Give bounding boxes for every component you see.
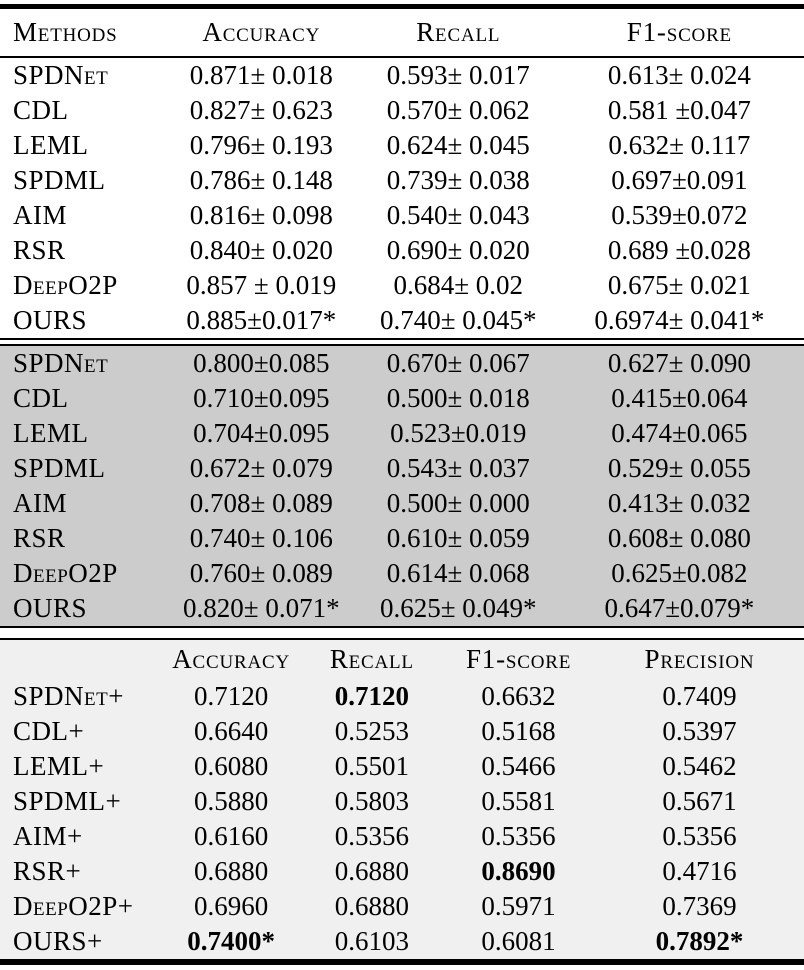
f1-value: 0.5466 <box>481 751 556 781</box>
table1-header-row <box>0 9 804 57</box>
precision-value: 0.5671 <box>662 786 737 816</box>
table-row-aim-plus <box>0 819 804 854</box>
table-row-ours <box>0 591 804 626</box>
recall-value: 0.7120 <box>334 681 409 711</box>
f1-value: 0.6081 <box>481 926 556 956</box>
f1-value: 0.625±0.082 <box>611 558 748 588</box>
f1-value: 0.5971 <box>481 891 556 921</box>
recall-value: 0.5356 <box>334 821 409 851</box>
f1-value: 0.8690 <box>481 856 556 886</box>
recall-value: 0.740± 0.045* <box>379 305 537 335</box>
method-name: AIM <box>13 200 67 230</box>
f1-value: 0.647±0.079* <box>604 593 755 623</box>
method-name: DeepO2P+ <box>13 891 134 921</box>
method-name: RSR <box>13 523 66 553</box>
recall-value: 0.614± 0.068 <box>386 558 530 588</box>
method-name: SPDML <box>13 453 106 483</box>
precision-value: 0.7892* <box>655 926 744 956</box>
f1-value: 0.6632 <box>481 681 556 711</box>
method-name: CDL+ <box>13 716 85 746</box>
precision-value: 0.7409 <box>662 681 737 711</box>
accuracy-value: 0.7120 <box>194 681 269 711</box>
recall-value: 0.739± 0.038 <box>386 165 530 195</box>
table-row-leml-plus <box>0 749 804 784</box>
f1-value: 0.632± 0.117 <box>608 130 751 160</box>
accuracy-value: 0.816± 0.098 <box>189 200 333 230</box>
recall-value: 0.6880 <box>334 891 409 921</box>
table-row-leml <box>0 128 804 163</box>
table-row-cdl <box>0 93 804 128</box>
f1-value: 0.581 ±0.047 <box>607 95 751 125</box>
recall-value: 0.6103 <box>334 926 409 956</box>
accuracy-value: 0.6960 <box>194 891 269 921</box>
recall-value: 0.690± 0.020 <box>386 235 530 265</box>
method-name: SPDML <box>13 165 106 195</box>
results-table-plus-variants <box>0 640 804 959</box>
method-name: OURS+ <box>13 926 103 956</box>
accuracy-value: 0.786± 0.148 <box>189 165 333 195</box>
precision-value: 0.7369 <box>662 891 737 921</box>
col-header-precision: Precision <box>644 644 755 674</box>
f1-value: 0.529± 0.055 <box>607 453 751 483</box>
table-row-spdnet <box>0 57 804 93</box>
col-header-recall: Recall <box>362 9 555 57</box>
col-header-empty <box>0 640 161 679</box>
f1-value: 0.627± 0.090 <box>607 348 751 378</box>
table-row-aim <box>0 198 804 233</box>
col-header-recall: Recall <box>329 644 414 674</box>
table-row-rsr-plus <box>0 854 804 889</box>
table-row-spdml <box>0 163 804 198</box>
recall-value: 0.500± 0.000 <box>386 488 530 518</box>
accuracy-value: 0.6640 <box>194 716 269 746</box>
accuracy-value: 0.6160 <box>194 821 269 851</box>
table-row-rsr <box>0 521 804 556</box>
table-row-ours <box>0 303 804 338</box>
recall-value: 0.6880 <box>334 856 409 886</box>
table-row-spdnet <box>0 346 804 381</box>
table-row-aim <box>0 486 804 521</box>
f1-value: 0.5168 <box>481 716 556 746</box>
method-name: RSR+ <box>13 856 82 886</box>
table-row-leml <box>0 416 804 451</box>
recall-value: 0.670± 0.067 <box>386 348 530 378</box>
method-name: SPDNet <box>13 60 109 90</box>
recall-value: 0.570± 0.062 <box>386 95 530 125</box>
table-row-deepo2p <box>0 268 804 303</box>
accuracy-value: 0.796± 0.193 <box>189 130 333 160</box>
recall-value: 0.625± 0.049* <box>379 593 537 623</box>
recall-value: 0.684± 0.02 <box>393 270 524 300</box>
double-rule-separator-2 <box>0 626 804 640</box>
accuracy-value: 0.708± 0.089 <box>189 488 333 518</box>
accuracy-value: 0.800±0.085 <box>193 348 330 378</box>
results-table-phase2 <box>0 346 804 626</box>
accuracy-value: 0.6080 <box>194 751 269 781</box>
table-row-cdl-plus <box>0 714 804 749</box>
accuracy-value: 0.857 ± 0.019 <box>186 270 337 300</box>
table-row-cdl <box>0 381 804 416</box>
method-name: RSR <box>13 235 66 265</box>
accuracy-value: 0.5880 <box>194 786 269 816</box>
table-row-spdnet-plus <box>0 679 804 714</box>
precision-value: 0.4716 <box>662 856 737 886</box>
recall-value: 0.500± 0.018 <box>386 383 530 413</box>
recall-value: 0.5253 <box>334 716 409 746</box>
recall-value: 0.543± 0.037 <box>386 453 530 483</box>
col-header-methods: Methods <box>0 9 161 57</box>
accuracy-value: 0.840± 0.020 <box>189 235 333 265</box>
f1-value: 0.6974± 0.041* <box>594 305 765 335</box>
recall-value: 0.523±0.019 <box>390 418 527 448</box>
method-name: CDL <box>13 95 69 125</box>
table-row-spdml-plus <box>0 784 804 819</box>
recall-value: 0.593± 0.017 <box>386 60 530 90</box>
accuracy-value: 0.704±0.095 <box>193 418 330 448</box>
recall-value: 0.5501 <box>334 751 409 781</box>
f1-value: 0.413± 0.032 <box>607 488 751 518</box>
method-name: LEML <box>13 418 89 448</box>
f1-value: 0.474±0.065 <box>611 418 748 448</box>
col-header-f1score: F1-score <box>555 9 804 57</box>
recall-value: 0.610± 0.059 <box>386 523 530 553</box>
table-row-rsr <box>0 233 804 268</box>
accuracy-value: 0.710±0.095 <box>193 383 330 413</box>
recall-value: 0.540± 0.043 <box>386 200 530 230</box>
f1-value: 0.675± 0.021 <box>607 270 751 300</box>
f1-value: 0.539±0.072 <box>611 200 748 230</box>
col-header-accuracy: Accuracy <box>161 9 362 57</box>
method-name: CDL <box>13 383 69 413</box>
f1-value: 0.5581 <box>481 786 556 816</box>
table-row-deepo2p-plus <box>0 889 804 924</box>
table-row-deepo2p <box>0 556 804 591</box>
f1-value: 0.5356 <box>481 821 556 851</box>
method-name: DeepO2P <box>13 558 118 588</box>
recall-value: 0.624± 0.045 <box>386 130 530 160</box>
table3-header-row <box>0 640 804 679</box>
accuracy-value: 0.7400* <box>187 926 276 956</box>
method-name: AIM <box>13 488 67 518</box>
method-name: SPDNet+ <box>13 681 124 711</box>
table-row-ours-plus <box>0 924 804 959</box>
col-header-f1score: F1-score <box>465 644 572 674</box>
precision-value: 0.5397 <box>662 716 737 746</box>
accuracy-value: 0.760± 0.089 <box>189 558 333 588</box>
method-name: SPDNet <box>13 348 109 378</box>
method-name: LEML <box>13 130 89 160</box>
precision-value: 0.5356 <box>662 821 737 851</box>
method-name: LEML+ <box>13 751 105 781</box>
method-name: SPDML+ <box>13 786 122 816</box>
accuracy-value: 0.871± 0.018 <box>189 60 333 90</box>
f1-value: 0.697±0.091 <box>611 165 748 195</box>
accuracy-value: 0.820± 0.071* <box>183 593 340 623</box>
bottom-rule <box>0 959 804 965</box>
accuracy-value: 0.885±0.017* <box>186 305 337 335</box>
accuracy-value: 0.672± 0.079 <box>189 453 333 483</box>
col-header-accuracy: Accuracy <box>172 644 291 674</box>
f1-value: 0.608± 0.080 <box>607 523 751 553</box>
double-rule-separator-1 <box>0 338 804 346</box>
f1-value: 0.415±0.064 <box>611 383 748 413</box>
accuracy-value: 0.6880 <box>194 856 269 886</box>
method-name: DeepO2P <box>13 270 118 300</box>
method-name: OURS <box>13 305 88 335</box>
f1-value: 0.689 ±0.028 <box>607 235 751 265</box>
accuracy-value: 0.827± 0.623 <box>189 95 333 125</box>
table-row-spdml <box>0 451 804 486</box>
f1-value: 0.613± 0.024 <box>607 60 751 90</box>
accuracy-value: 0.740± 0.106 <box>189 523 333 553</box>
method-name: OURS <box>13 593 88 623</box>
precision-value: 0.5462 <box>662 751 737 781</box>
results-table-phase1 <box>0 9 804 338</box>
method-name: AIM+ <box>13 821 83 851</box>
recall-value: 0.5803 <box>334 786 409 816</box>
